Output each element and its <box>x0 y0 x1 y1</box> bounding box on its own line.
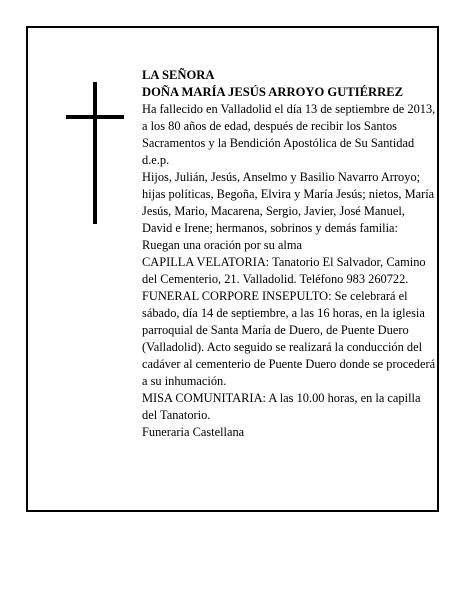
mass-paragraph: MISA COMUNITARIA: A las 10.00 horas, en la capilla del Tanatorio. <box>142 391 421 422</box>
funeral-paragraph: FUNERAL CORPORE INSEPULTO: Se celebrará el sábado, día 14 de septiembre, a las 16 horas, en la iglesia parroquial de Santa María de Duero, de Puente Duero (Valladolid). Acto seguido se realizará la conducción del cadáver al cementerio de Puente Duero donde se procederá a su inhumación. <box>142 289 436 388</box>
deceased-name: DOÑA MARÍA JESÚS ARROYO GUTIÉRREZ <box>142 85 404 99</box>
notice-text <box>142 67 438 441</box>
funeral-home: Funeraria Castellana <box>142 425 245 439</box>
family-paragraph: Hijos, Julián, Jesús, Anselmo y Basilio Navarro Arroyo; hijas políticas, Begoña, Elvira y María Jesús; nietos, María Jesús, Mario, Macarena, Sergio, Javier, José Manuel, David e Irene; hermanos, sobrinos y demás familia: <box>142 170 435 235</box>
chapel-paragraph: CAPILLA VELATORIA: Tanatorio El Salvador, Camino del Cementerio, 21. Valladolid. Teléfono 983 260722. <box>142 255 426 286</box>
death-paragraph: Ha fallecido en Valladolid el día 13 de septiembre de 2013, a los 80 años de edad, después de recibir los Santos Sacramentos y la Bendición Apostólica de Su Santidad <box>142 102 436 150</box>
dep-line: d.e.p. <box>142 153 170 167</box>
prayer-line: Ruegan una oración por su alma <box>142 238 302 252</box>
cross-vertical-bar <box>93 82 97 224</box>
obituary-notice <box>26 26 439 512</box>
notice-title: LA SEÑORA <box>142 68 215 82</box>
cross-horizontal-bar <box>66 115 124 119</box>
